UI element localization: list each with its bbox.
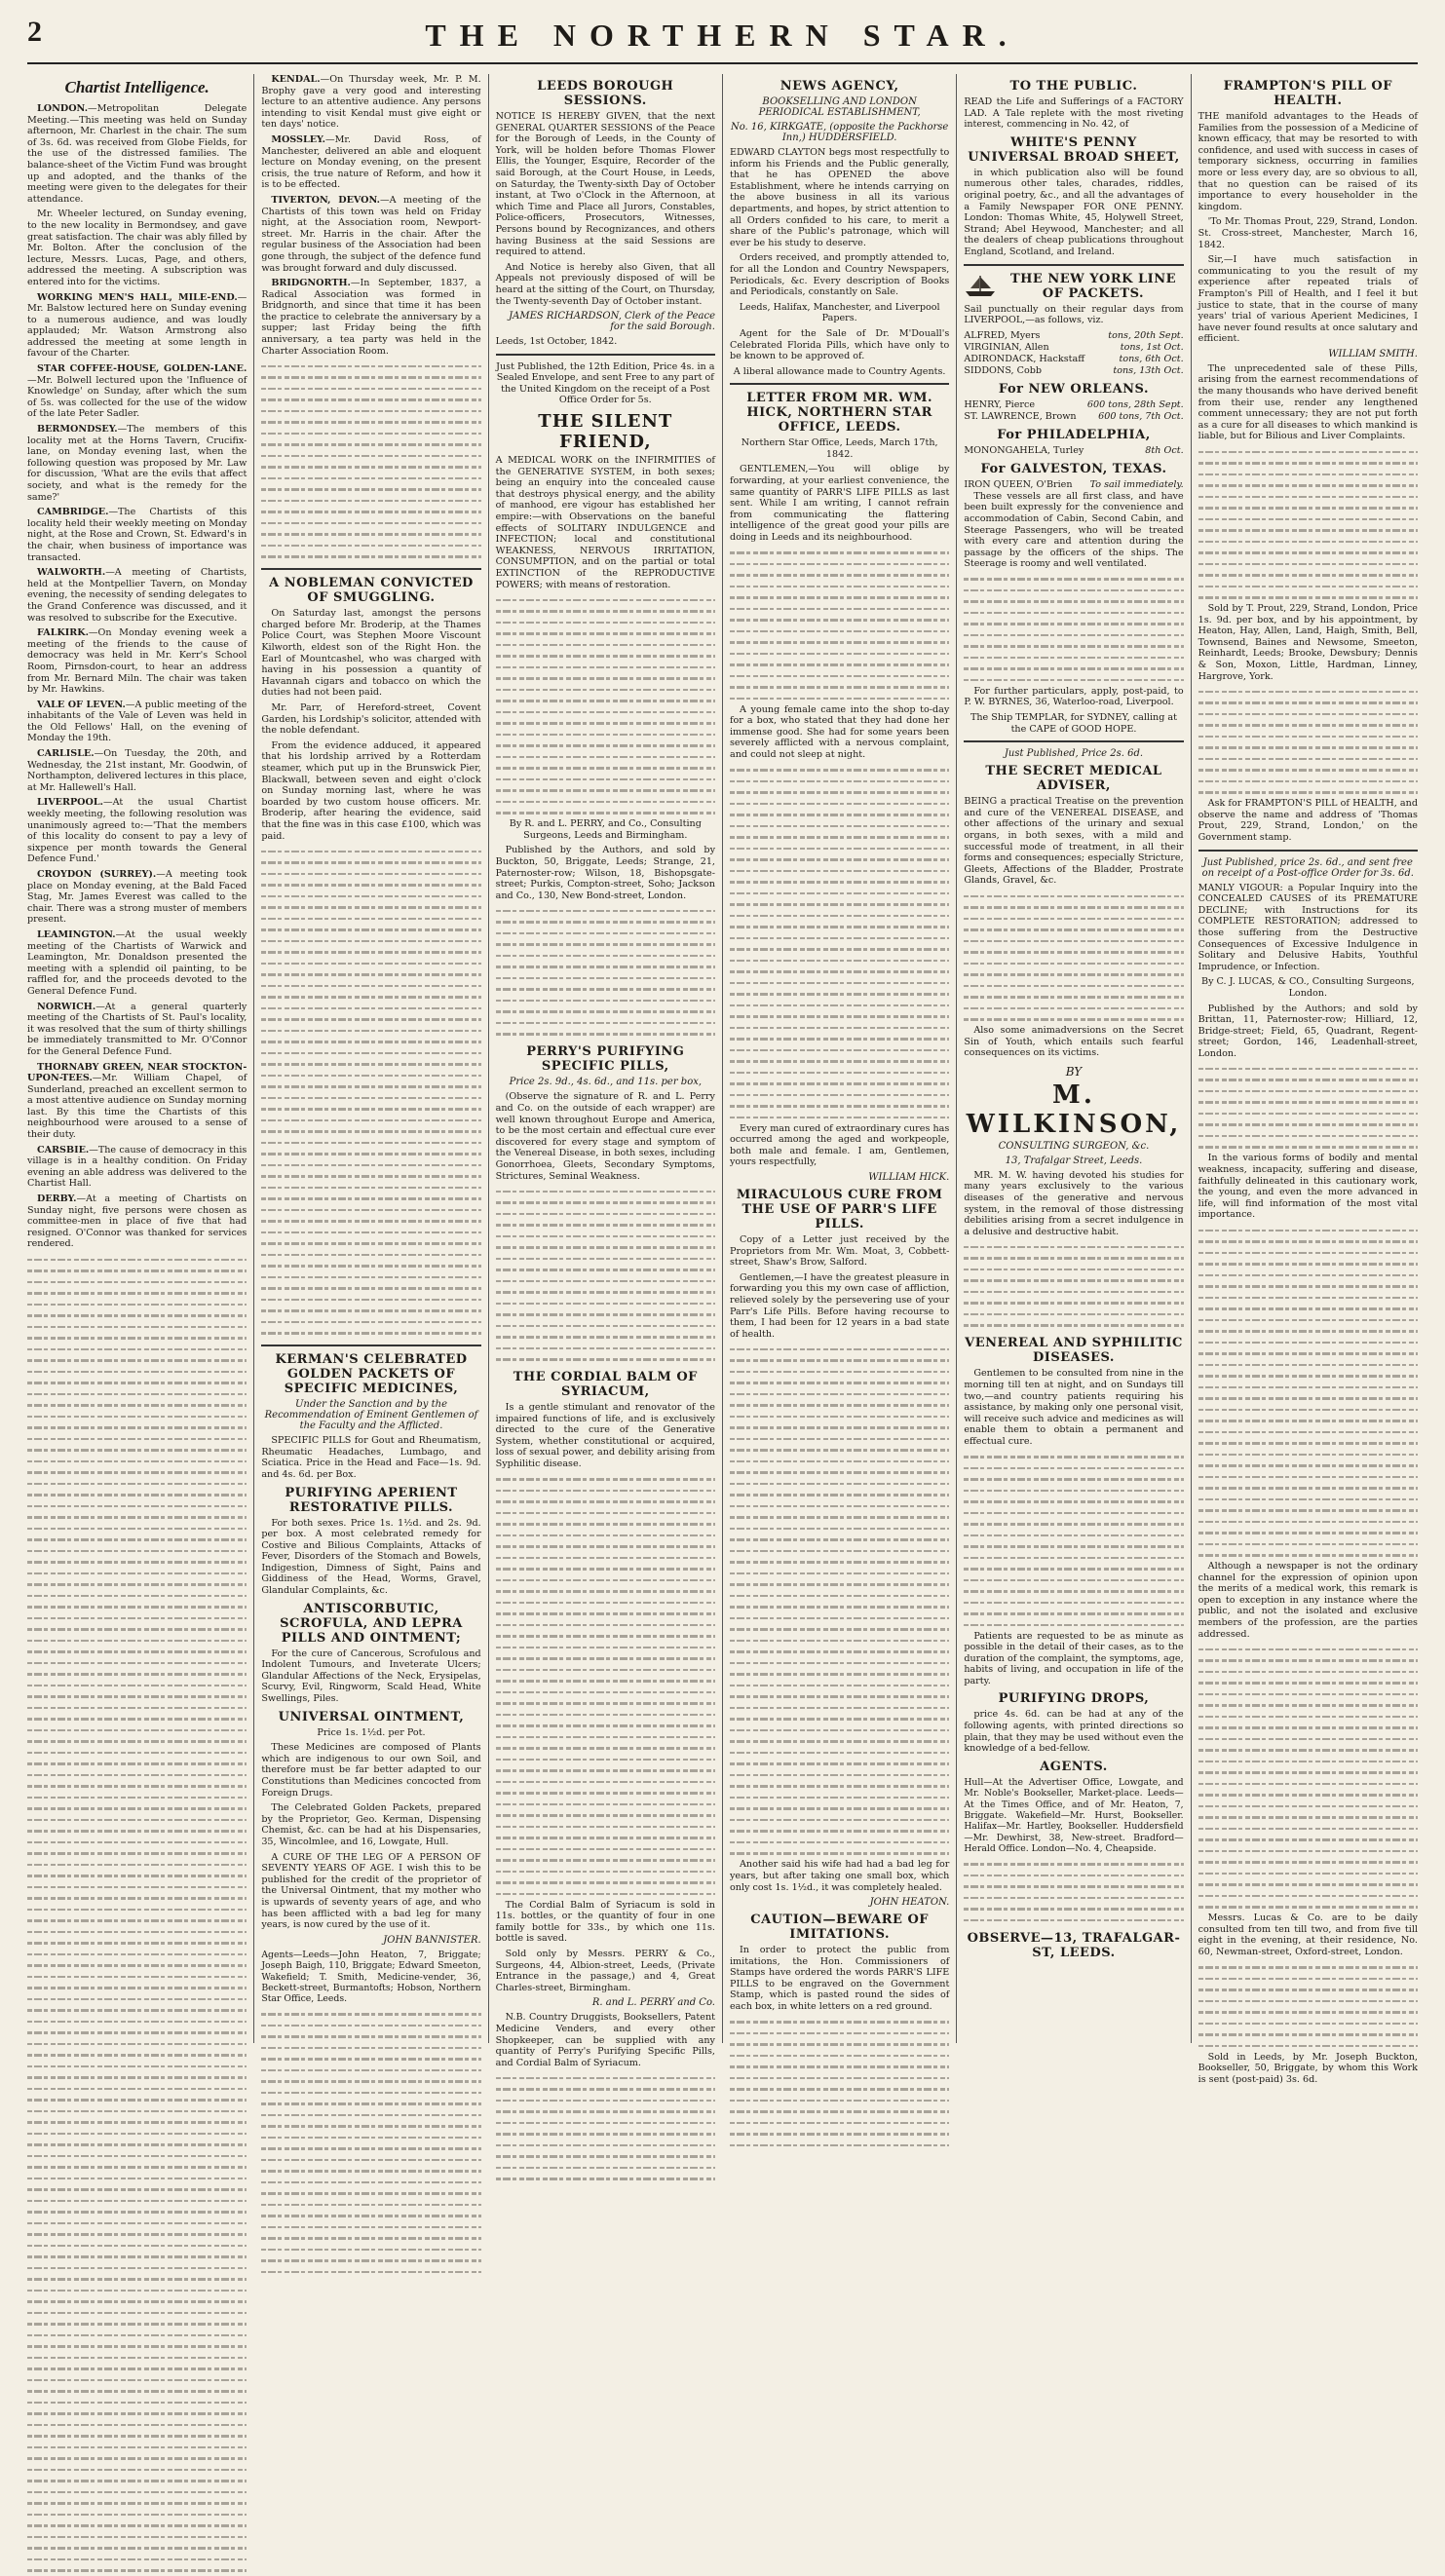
ad-subhead: ANTISCORBUTIC, SCROFULA, AND LEPRA PILLS AND OINTMENT; <box>280 1601 463 1646</box>
ad-subhead: For GALVESTON, TEXAS. <box>980 461 1167 476</box>
news-item: BRIDGNORTH.—In September, 1837, a Radical Association was formed in Bridgnorth, and since that time it has been the practice to celebrate the anniversary by a supper; last Friday being the fifth anniversary, a tea party was held in the Charter Association Room. <box>261 278 481 357</box>
ad-subhead: UNIVERSAL OINTMENT, <box>278 1709 465 1724</box>
text-filler <box>261 2009 480 2278</box>
news-item: CAMBRIDGE.—The Chartists of this locality held their weekly meeting on Monday night, at the Rose and Crown, St. Edward's in the chair, when business of importance was transacted. <box>27 507 247 563</box>
text-filler <box>1198 446 1418 603</box>
ad-price: Price 1s. 1½d. per Pot. <box>317 1726 426 1738</box>
news-item: NORWICH.—At a general quarterly meeting of the Chartists of St. Paul's locality, it was resolved that the sum of thirty shillings be immediately transmitted to Mr. O'Connor for the General Defence Fund. <box>27 1001 247 1057</box>
ad-paragraph: Sold only by Messrs. PERRY & Co., Surgeons, 44, Albion-street, Leeds, (Private Entrance in the passage,) and 4, Great Charles-street, Birmingham. <box>495 1949 715 1993</box>
advertiser-name: M. WILKINSON, <box>966 1080 1182 1139</box>
letter-paragraph: Copy of a Letter just received by the Proprietors from Mr. Wm. Moat, 3, Cobbett-street, Shaw's Brow, Salford. <box>729 1233 950 1269</box>
article-paragraph: Mr. Parr, of Hereford-street, Covent Garden, his Lordship's solicitor, attended with the noble defendant. <box>261 702 481 737</box>
column-1 <box>27 74 253 2043</box>
ad-author: By C. J. LUCAS, & CO., Consulting Surgeons, London. <box>1201 976 1415 999</box>
ad-paragraph: In the various forms of bodily and mental weakness, incapacity, suffering and disease, faithfully delineated in this cautionary work, the young, and even the more advanced in life, will find information of the most vital importance. <box>1198 1153 1418 1221</box>
letter-dateline: Northern Star Office, Leeds, March 17th, 1842. <box>741 437 938 460</box>
ship-row: IRON QUEEN, O'Brien To sail immediately. <box>964 478 1184 490</box>
ad-paragraph: The Celebrated Golden Packets, prepared by the Proprietor, Geo. Kerman, Dispensing Chemist, &c. can be had at his Dispensaries, 35, Wincolmlee, and 16, Lowgate, Hull. <box>261 1802 481 1847</box>
ad-heading: FRAMPTON'S PILL OF HEALTH. <box>1223 79 1392 108</box>
ad-paragraph: Also some animadversions on the Secret Sin of Youth, which entails such fearful consequences on its victims. <box>964 1025 1184 1059</box>
text-filler <box>1198 686 1418 798</box>
ad-heading: PERRY'S PURIFYING SPECIFIC PILLS, <box>526 1044 685 1075</box>
notice-heading: LEEDS BOROUGH SESSIONS. <box>537 79 674 108</box>
article-paragraph: From the evidence adduced, it appeared that his lordship arrived by a Rotterdam steamer, which put up in the Brunswick Pier, Blackwall, between seven and eight o'clock on Sunday morning last, where he was boarded by two custom house officers. Mr. Broderip, after hearing the evidence, said that the fine was in this case £100, which was paid. <box>261 739 481 842</box>
ad-paragraph: Is a gentle stimulant and renovator of the impaired functions of life, and is exclusively directed to the cure of the Generative System, whether constitutional or acquired, loss of sexual power, and debility arising from Syphilitic disease. <box>495 1402 715 1470</box>
text-filler <box>964 1241 1183 1331</box>
text-filler <box>496 1474 715 1900</box>
ad-paragraph: These vessels are all first class, and have been built expressly for the convenience and accommodation of Cabin, Second Cabin, and Steerage Passengers, who will be treated with every care and attention during the passage by the officers of the ships. The Steerage is roomy and well ventilated. <box>964 490 1184 570</box>
ad-paragraph: Orders received, and promptly attended to, for all the London and Country Newspapers, Periodicals, &c. Every description of Books and Periodicals, constantly on Sale. <box>729 252 950 298</box>
text-filler <box>496 594 715 818</box>
page-number: 2 <box>27 16 42 48</box>
ad-heading: KERMAN'S CELEBRATED GOLDEN PACKETS OF SPECIFIC MEDICINES, <box>275 1352 468 1397</box>
ad-paragraph: THE manifold advantages to the Heads of Families from the possession of a Medicine of known efficacy, that may be resorted to with confidence, and used with success in cases of temporary sickness, occurring in families more or less every day, are so obvious to all, that no question can be raised of its importance to every householder in the kingdom. <box>1198 111 1418 212</box>
caution-paragraph: In order to protect the public from imitations, the Hon. Commissioners of Stamps have ordered the words PARR'S LIFE PILLS to be engraved on the Government Stamp, which is pasted round the sides of each box, in white letters on a red ground. <box>729 1945 950 2013</box>
ad-paragraph: Messrs. Lucas & Co. are to be daily consulted from ten till two, and from five till eight in the evening, at their residence, No. 60, Newman-street, Oxford-street, London. <box>1198 1913 1418 1957</box>
ad-paragraph: Although a newspaper is not the ordinary channel for the expression of opinion upon the merits of a medical work, this remark is open to exception in any instance where the public, and not the isolated and exclusive members of the profession, are the parties addressed. <box>1198 1561 1418 1640</box>
news-item: Mr. Wheeler lectured, on Sunday evening, to the new locality in Bermondsey, and gave great satisfaction. The chair was ably filled by Mr. Bolton. After the conclusion of the lecture, Messrs. Lucas, Page, and others, addressed the meeting. A subscription was entered into for the victims. <box>27 208 247 287</box>
text-filler <box>964 574 1183 686</box>
ad-paragraph: The Cordial Balm of Syriacum is sold in 11s. bottles, or the quantity of four in one family bottle for 33s., by which one 11s. bottle is saved. <box>495 1899 715 1945</box>
ad-paragraph: These Medicines are composed of Plants which are indigenous to our own Soil, and therefore must be far better adapted to our Constitutions than Medicines concocted from Foreign Drugs. <box>261 1742 481 1799</box>
ad-paragraph: Leeds, Halifax, Manchester, and Liverpool Papers. <box>739 301 940 324</box>
ad-signature: WILLIAM SMITH. <box>1328 348 1418 360</box>
text-filler <box>1198 1063 1418 1153</box>
byline: BY <box>1065 1064 1083 1079</box>
notice-paragraph: NOTICE IS HEREBY GIVEN, that the next GENERAL QUARTER SESSIONS of the Peace for the Borough of Leeds, in the County of York, will be holden before Thomas Flower Ellis, the Younger, Esquire, Recorder of the said Borough, at the Court House, in Leeds, on Saturday, the Twenty-sixth Day of October instant, at Two o'Clock in the Afternoon, at which Time and Place all Jurors, Constables, Police-officers, Prosecutors, Witnesses, Persons bound by Recognizances, and others having Business at the said Sessions are required to attend. <box>495 111 715 258</box>
column-3 <box>488 74 722 2068</box>
text-filler <box>261 846 480 1339</box>
news-item: WALWORTH.—A meeting of Chartists, held at the Montpellier Tavern, on Monday evening, the necessity of sending delegates to the Grand Conference was discussed, and it was resolved to subscribe for the Executive. <box>27 567 247 624</box>
text-filler <box>964 890 1183 1025</box>
ad-subhead: For PHILADELPHIA, <box>997 427 1151 442</box>
ad-heading: THE SECRET MEDICAL ADVISER, <box>985 764 1162 794</box>
ad-paragraph: For further particulars, apply, post-paid, to P. W. BYRNES, 36, Waterloo-road, Liverpool. <box>964 685 1184 708</box>
ad-heading: THE SILENT FRIEND, <box>538 411 673 453</box>
ship-row: ADIRONDACK, Hackstaff tons, 6th Oct. <box>964 353 1184 364</box>
caution-heading: CAUTION—BEWARE OF IMITATIONS. <box>750 1913 930 1943</box>
text-filler <box>730 2017 949 2151</box>
ship-row: SIDDONS, Cobb tons, 13th Oct. <box>964 364 1184 376</box>
ad-heading: THE NEW YORK LINE OF PACKETS. <box>1009 271 1176 301</box>
text-filler <box>496 905 715 1040</box>
ad-paragraph: N.B. Country Druggists, Booksellers, Patent Medicine Venders, and every other Shopkeeper, can be supplied with any quantity of Perry's Purifying Specific Pills, and Cordial Balm of Syriacum. <box>495 2012 715 2068</box>
ship-row: MONONGAHELA, Turley 8th Oct. <box>964 444 1184 456</box>
newspaper-title: THE NORTHERN STAR. <box>425 18 1020 53</box>
ship-row: HENRY, Pierce 600 tons, 28th Sept. <box>964 398 1184 410</box>
ad-agents: Agents—Leeds—John Heaton, 7, Briggate; Joseph Baigh, 110, Briggate; Edward Smeeton, Wakefield; T. Smith, Medicine-vender, 36, Beckett-street, Burmantofts; Hobson, Northern Star Office, Leeds. <box>261 1949 481 2005</box>
news-item: VALE OF LEVEN.—A public meeting of the inhabitants of the Vale of Leven was held in the Old Fellows' Hall, on the evening of Monday the 19th. <box>27 699 247 744</box>
ad-paragraph: READ the Life and Sufferings of a FACTORY LAD. A Tale replete with the most riveting interest, commencing in No. 42, of <box>964 96 1184 131</box>
section-title: Chartist Intelligence. <box>64 78 209 96</box>
news-item: TIVERTON, DEVON.—A meeting of the Chartists of this town was held on Friday night, at the Association room, Newport-street. Mr. Harris in the chair. After the regular business of the Association had been gone through, the subject of the defence fund was brought forward and duly discussed. <box>261 194 481 274</box>
ad-paragraph: For both sexes. Price 1s. 1½d. and 2s. 9d. per box. A most celebrated remedy for Costive and Bilious Complaints, Attacks of Fever, Disorders of the Stomach and Bowels, Indigestion, Dimness of Sight, Pains and Giddiness of the Head, Worms, Gravel, Glandular Complaints, &c. <box>261 1517 481 1597</box>
news-item: LIVERPOOL.—At the usual Chartist weekly meeting, the following resolution was unanimously agreed to:—'That the members of this locality do consent to pay a levy of sixpence per month towards the General Defence Fund.' <box>27 797 247 865</box>
ad-paragraph: For the cure of Cancerous, Scrofulous and Indolent Tumours, and Inveterate Ulcers; Glandular Affections of the Neck, Erysipelas, Scurvy, Evil, Ringworm, Scald Head, White Swellings, Piles. <box>261 1648 481 1705</box>
ad-subhead: PURIFYING DROPS, <box>998 1691 1150 1707</box>
ad-paragraph: Gentlemen to be consulted from nine in the morning till ten at night, and on Sundays till two,—and country patients requiring his assistance, by making only one personal visit, will receive such advice and medicines as will enable them to obtain a permanent and effectual cure. <box>964 1368 1184 1447</box>
news-item: LEAMINGTON.—At the usual weekly meeting of the Chartists of Warwick and Leamington, Mr. Donaldson presented the meeting with a splendid oil painting, to be raffled for, and the proceeds devoted to the General Defence Fund. <box>27 928 247 997</box>
article-heading: A NOBLEMAN CONVICTED OF SMUGGLING. <box>269 576 474 606</box>
text-filler <box>496 2072 715 2184</box>
column-6 <box>1191 74 1418 2085</box>
ad-heading: THE CORDIAL BALM OF SYRIACUM, <box>513 1370 698 1400</box>
news-item: THORNABY GREEN, NEAR STOCKTON-UPON-TEES.—Mr. William Chapel, of Sunderland, preached an excellent sermon to a most attentive audience on Sunday morning last. By this time the Chartists of this neighbourhood were aroused to a sense of their duty. <box>27 1061 247 1141</box>
ad-agents: Hull—At the Advertiser Office, Lowgate, and Mr. Noble's Bookseller, Market-place. Leeds—At the Times Office, and of Mr. Heaton, 7, Briggate. Wakefield—Mr. Hurst, Bookseller. Halifax—Mr. Hartley, Bookseller. Huddersfield—Mr. Dewhirst, 38, New-street. Bradford—Herald Office. London—No. 4, Cheapside. <box>964 1776 1184 1855</box>
text-filler <box>27 1254 247 2576</box>
ad-paragraph: Sold by T. Prout, 229, Strand, London, Price 1s. 9d. per box, and by his appointment, by Heaton, Hay, Allen, Land, Haigh, Smith, Bell, Townsend, Baines and Newsome, Smeeton, Reinhardt, Leeds; Brooke, Dewsbury; Dennis & Son, Moxon, Little, Hardman, Linney, Hargrove, York. <box>1198 603 1418 682</box>
article-paragraph: On Saturday last, amongst the persons charged before Mr. Broderip, at the Thames Police Court, was Stephen Moore Viscount Kilworth, eldest son of the Right Hon. the Earl of Mountcashel, who was charged with having in his possession a quantity of Havannah cigars and tobacco on which the duties had not been paid. <box>261 608 481 699</box>
letter-paragraph: Gentlemen,—I have the greatest pleasure in forwarding you this my own case of affliction, relieved solely by the persevering use of your Parr's Life Pills. Before having recourse to them, I had been for 12 years in a bad state of health. <box>729 1271 950 1340</box>
ship-row: ST. LAWRENCE, Brown 600 tons, 7th Oct. <box>964 410 1184 422</box>
text-filler <box>730 548 949 704</box>
notice-date: Leeds, 1st October, 1842. <box>495 336 618 348</box>
ad-paragraph: MR. M. W. having devoted his studies for many years exclusively to the various diseases of the generative and nervous system, in the removal of those distressing debilities arising from a secret indulgence in a delusive and destructive habit. <box>964 1169 1184 1237</box>
letter-heading: LETTER FROM MR. WM. HICK, NORTHERN STAR OFFICE, LEEDS. <box>746 391 932 436</box>
ad-heading: TO THE PUBLIC. <box>1009 79 1138 94</box>
ad-heading: WHITE'S PENNY UNIVERSAL BROAD SHEET, <box>968 134 1180 165</box>
news-item: BERMONDSEY.—The members of this locality met at the Horns Tavern, Crucifix-lane, on Monday evening last, when the following question was proposed by Mr. Law for discussion, 'What are the evils that affect society, and what is the remedy for the same?' <box>27 424 247 503</box>
ad-paragraph: Sold in Leeds, by Mr. Joseph Buckton, Bookseller, 50, Briggate, by whom this Work is sent (post-paid) 3s. 6d. <box>1198 2051 1418 2085</box>
ad-subheading: Under the Sanction and by the Recommendation of Eminent Gentlemen of the Faculty and the Afflicted. <box>264 1399 478 1432</box>
publication-note: Just Published, the 12th Edition, Price 4s. in a Sealed Envelope, and sent Free to any part of the United Kingdom on the receipt of a Post Office Order for 5s. <box>496 360 715 406</box>
text-filler <box>261 360 480 562</box>
letter-paragraph: A young female came into the shop to-day for a box, who stated that they had done her immense good. She had for some years been severely afflicted with a nervous complaint, and could not sleep at night. <box>729 703 950 760</box>
publication-note: Just Published, Price 2s. 6d. <box>1004 748 1144 760</box>
ship-row: VIRGINIAN, Allen tons, 1st Oct. <box>964 341 1184 353</box>
notice-signature: JAMES RICHARDSON, Clerk of the Peace for the said Borough. <box>509 311 715 333</box>
text-filler <box>730 765 949 1123</box>
ad-paragraph: Ask for FRAMPTON'S PILL of HEALTH, and observe the name and address of 'Thomas Prout, 229, Strand, London,' on the Government stamp. <box>1198 798 1418 843</box>
ad-signature: R. and L. PERRY and Co. <box>591 1997 715 2009</box>
news-item: STAR COFFEE-HOUSE, GOLDEN-LANE.—Mr. Bolwell lectured upon the 'Influence of Knowledge' on Sunday, after which the sum of 5s. was collected for the use of the widow of the late Peter Sadler. <box>27 363 247 420</box>
ad-paragraph: BEING a practical Treatise on the prevention and cure of the VENEREAL DISEASE, and other affections of the urinary and sexual organs, in both sexes, with a mild and successful mode of treatment, in all their forms and consequences; especially Stricture, Gleets, Affections of the Bladder, Prostrate Glands, Gravel, &c. <box>964 796 1184 887</box>
text-filler <box>964 1859 1183 1926</box>
news-item: FALKIRK.—On Monday evening week a meeting of the friends to the cause of democracy was held in Mr. Kerr's School Room, Pirnsdon-court, to hear an address from Mr. Bernard Miln. The chair was taken by Mr. Hawkins. <box>27 627 247 696</box>
ad-paragraph: The unprecedented sale of these Pills, arising from the earnest recommendations of the many thousands who have derived benefit from their use, render any lengthened comment unnecessary; they are not put forth as a cure for all diseases to which mankind is liable, but for Bilious and Liver Complaints. <box>1198 362 1418 442</box>
letter-signature: JOHN HEATON. <box>869 1897 950 1909</box>
ad-paragraph: A liberal allowance made to Country Agents. <box>733 365 946 377</box>
column-4 <box>722 74 956 2043</box>
column-2 <box>253 74 487 2043</box>
news-item: CARSBIE.—The cause of democracy in this village is in a healthy condition. On Friday evening an able address was delivered to the Chartist Hall. <box>27 1144 247 1190</box>
ad-paragraph: in which publication also will be found numerous other tales, charades, riddles, original poetry, &c., and all the advantages of a Family Newspaper FOR ONE PENNY. London: Thomas White, 45, Holywell Street, Strand; Abel Heywood, Manchester; and all the dealers of cheap publications throughout England, Scotland, and Ireland. <box>964 167 1184 257</box>
column-5 <box>956 74 1190 2043</box>
columns <box>27 74 1418 2085</box>
ship-icon <box>964 274 997 297</box>
ship-row: ALFRED, Myers tons, 20th Sept. <box>964 329 1184 341</box>
ad-paragraph: price 4s. 6d. can be had at any of the following agents, with printed directions so plain, that they may be used without even the knowledge of a bed-fellow. <box>964 1709 1184 1755</box>
news-item: MOSSLEY.—Mr. David Ross, of Manchester, delivered an able and eloquent lecture on Monday evening, on the present crisis, the true nature of Reform, and how it is to be effected. <box>261 133 481 191</box>
notice-paragraph: And Notice is hereby also Given, that all Appeals not previously disposed of will be heard at the sitting of the Court, on Thursday, the Twenty-seventh Day of October instant. <box>495 261 715 307</box>
ad-paragraph: Published by the Authors; and sold by Brittan, 11, Paternoster-row; Hilliard, 12, Bridge-street; Field, 65, Quadrant, Regent-street; Gordon, 146, Leadenhall-street, London. <box>1198 1003 1418 1059</box>
ad-paragraph: A MEDICAL WORK on the INFIRMITIES of the GENERATIVE SYSTEM, in both sexes; being an enquiry into the concealed cause that destroys physical energy, and the ability of manhood, ere vigour has established her empire:—with Observations on the baneful effects of SOLITARY INDULGENCE and INFECTION; local and constitutional WEAKNESS, NERVOUS IRRITATION, CONSUMPTION, and on the partial or total EXTINCTION of the REPRODUCTIVE POWERS; with means of restoration. <box>495 455 715 590</box>
ad-heading: NEWS AGENCY, <box>780 79 899 94</box>
news-item: KENDAL.—On Thursday week, Mr. P. M. Brophy gave a very good and interesting lecture to an attentive audience. Any persons intending to visit Kendal must give eight or ten days' notice. <box>261 74 481 131</box>
ad-paragraph: Sail punctually on their regular days from LIVERPOOL,—as follows, viz. <box>964 303 1184 326</box>
ad-paragraph: MANLY VIGOUR: a Popular Inquiry into the CONCEALED CAUSES of its PREMATURE DECLINE; with Instructions for its COMPLETE RESTORATION; addressed to those suffering from the Destructive Consequences of Excessive Indulgence in Solitary and Delusive Habits, Youthful Imprudence, or Infection. <box>1198 882 1418 972</box>
ad-paragraph: A CURE OF THE LEG OF A PERSON OF SEVENTY YEARS OF AGE. I wish this to be published for the credit of the proprietor of the Universal Ointment, that my mother who is upwards of seventy years of age, and who has been afflicted with a bad leg for many years, is now cured by the use of it. <box>261 1851 481 1931</box>
ad-footer: OBSERVE—13, TRAFALGAR-ST, LEEDS. <box>967 1930 1181 1960</box>
ad-subheading: BOOKSELLING AND LONDON PERIODICAL ESTABLISHMENT, <box>758 96 921 118</box>
ad-paragraph: Sir,—I have much satisfaction in communicating to you the result of my experience after repeated trials of Frampton's Pill of Health, and I feel it but justice to state, that in the course of many years' trial of various Aperient Medicines, I have never found results at once salutary and efficient. <box>1198 254 1418 345</box>
publication-note: Just Published, price 2s. 6d., and sent free on receipt of a Post-office Order for 3s. 6d. <box>1201 856 1414 879</box>
letter-heading: MIRACULOUS CURE FROM THE USE OF PARR'S LIFE PILLS. <box>736 1187 943 1231</box>
text-filler <box>1198 1644 1418 1913</box>
news-item: CARLISLE.—On Tuesday, the 20th, and Wednesday, the 21st instant, Mr. Goodwin, of Northampton, delivered lectures in this place, at Mr. Hallewell's Hall. <box>27 748 247 793</box>
advertiser-title: CONSULTING SURGEON, &c. <box>998 1140 1150 1152</box>
ad-paragraph: Agent for the Sale of Dr. M'Douall's Celebrated Florida Pills, which have only to be known to be approved of. <box>729 327 950 362</box>
ad-price: Price 2s. 9d., 4s. 6d., and 11s. per box, <box>509 1077 703 1088</box>
text-filler <box>964 1452 1183 1631</box>
letter-paragraph: GENTLEMEN,—You will oblige by forwarding, at your earliest convenience, the same quantity of PARR'S LIFE PILLS as last sent. While I am writing, I cannot refrain from communicating the flattering intelligence of the great good your pills are doing in Leeds and its neighbourhood. <box>729 464 950 544</box>
news-item: CROYDON (SURREY).—A meeting took place on Monday evening, at the Bald Faced Stag, Mr. James Everest was called to the chair. There was a strong muster of members present. <box>27 869 247 926</box>
ad-author: By R. and L. PERRY, and Co., Consulting Surgeons, Leeds and Birmingham. <box>509 818 702 841</box>
masthead <box>27 12 1418 64</box>
news-item: WORKING MEN'S HALL, MILE-END.—Mr. Balstow lectured here on Sunday evening to a numerous audience, and was loudly applauded; Mr. Watson Armstrong also addressed the meeting at some length in favour of the Charter. <box>27 291 247 360</box>
ad-paragraph: Patients are requested to be as minute as possible in the detail of their cases, as to the duration of the complaint, the symptoms, age, habits of living, and occupation in life of the party. <box>964 1630 1184 1686</box>
ad-subhead: For NEW ORLEANS. <box>998 381 1150 397</box>
agents-heading: AGENTS. <box>1040 1759 1108 1774</box>
ad-paragraph: EDWARD CLAYTON begs most respectfully to inform his Friends and the Public generally, that he has OPENED the above Establishment, where he intends carrying on the above business in all its various departments, and hopes, by strict attention to all Orders confided to his care, to merit a share of the Public's patronage, which will ever be his study to deserve. <box>729 147 950 248</box>
text-filler <box>1198 1225 1418 1561</box>
ad-paragraph: 'To Mr. Thomas Prout, 229, Strand, London. St. Cross-street, Manchester, March 16, 1842. <box>1198 216 1418 250</box>
text-filler <box>1198 1962 1418 2052</box>
text-filler <box>496 1186 715 1365</box>
news-item: LONDON.—Metropolitan Delegate Meeting.—This meeting was held on Sunday afternoon, Mr. Charlest in the chair. The sum of 3s. 6d. was received from Globe Fields, for the use of the distressed families. The balance-sheet of the Victim Fund was brought up and adopted, and the thanks of the meeting were given to the delegates for their attendance. <box>27 103 247 205</box>
ad-paragraph: The Ship TEMPLAR, for SYDNEY, calling at the CAPE of GOOD HOPE. <box>970 712 1177 735</box>
ad-paragraph: (Observe the signature of R. and L. Perry and Co. on the outside of each wrapper) are well known throughout Europe and America, to be the most certain and effectual cure ever discovered for every stage and symptom of the Venereal Disease, in both sexes, including Gonorrhoea, Gleets, Secondary Symptoms, Strictures, Seminal Weakness. <box>495 1091 715 1182</box>
ad-paragraph: Published by the Authors, and sold by Buckton, 50, Briggate, Leeds; Strange, 21, Paternoster-row; Wilson, 18, Bishopsgate-street; Purkis, Compton-street, Soho; Jackson and Co., 130, New Bond-street, London. <box>495 845 715 901</box>
newspaper-page <box>27 12 1418 2085</box>
ad-subhead: VENEREAL AND SYPHILITIC DISEASES. <box>965 1336 1183 1366</box>
letter-paragraph: Every man cured of extraordinary cures has occurred among the aged and workpeople, both male and female. I am, Gentlemen, yours respectfully, <box>729 1122 950 1168</box>
ad-address: No. 16, KIRKGATE, (opposite the Packhorse Inn,) HUDDERSFIELD. <box>730 122 949 143</box>
advertiser-address: 13, Trafalgar Street, Leeds. <box>1005 1155 1143 1166</box>
ad-subhead: PURIFYING APERIENT RESTORATIVE PILLS. <box>285 1485 458 1515</box>
news-item: DERBY.—At a meeting of Chartists on Sunday night, five persons were chosen as committee-men in place of five that had resigned. O'Connor was thanked for services rendered. <box>27 1193 247 1250</box>
text-filler <box>730 1344 949 1859</box>
letter-signature: WILLIAM HICK. <box>868 1171 950 1183</box>
letter-paragraph: Another said his wife had had a bad leg for years, but after taking one small box, which only cost 1s. 1½d., it was completely healed. <box>729 1859 950 1893</box>
ad-paragraph: SPECIFIC PILLS for Gout and Rheumatism, Rheumatic Headaches, Lumbago, and Sciatica. Price in the Head and Face—1s. 9d. and 4s. 6d. per Box. <box>261 1435 481 1480</box>
ad-signature: JOHN BANNISTER. <box>383 1934 481 1946</box>
